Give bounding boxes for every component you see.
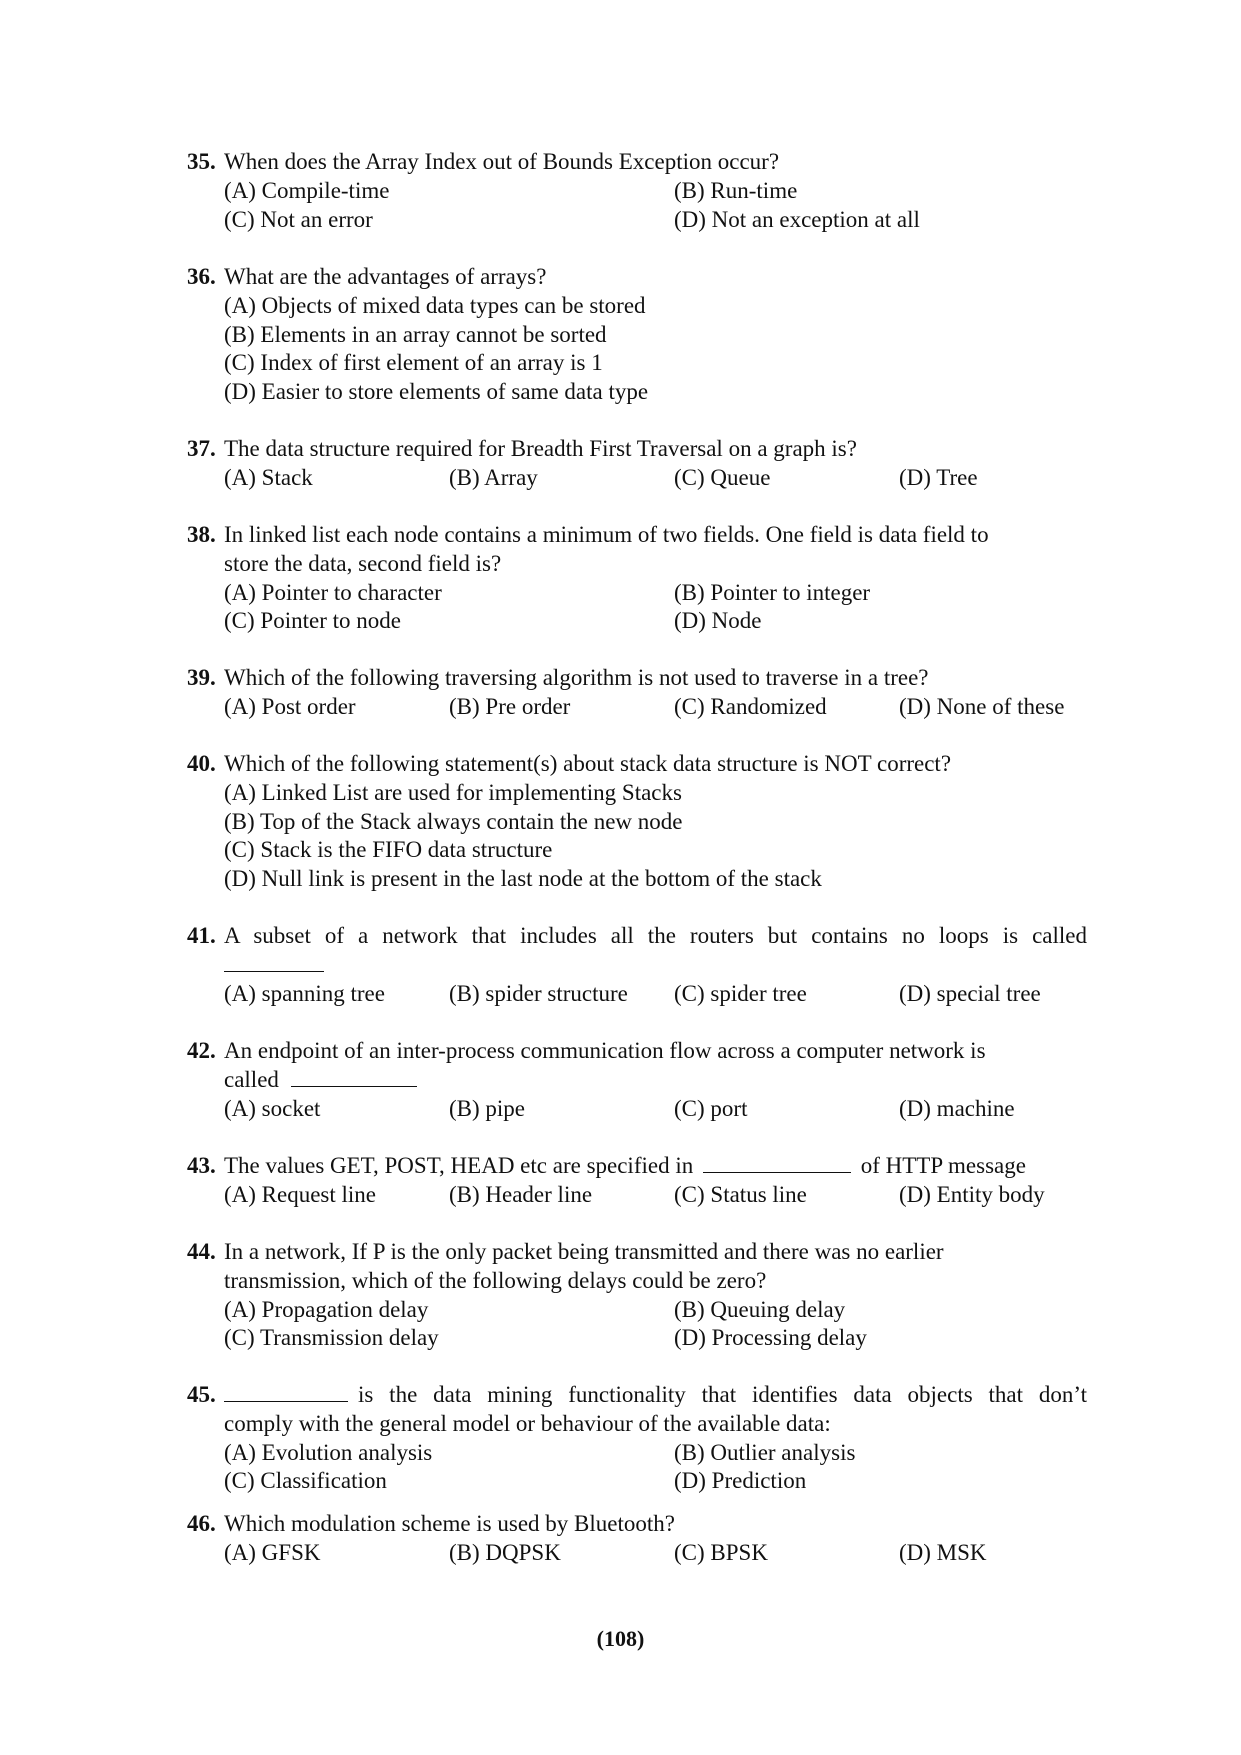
question-text-called: called — [224, 1066, 279, 1092]
option-b: (B) Array — [449, 464, 538, 490]
option-a: (A) Linked List are used for implementing Stacks — [224, 779, 682, 805]
option-b: (B) Elements in an array cannot be sorted — [224, 321, 607, 347]
question-text: Which of the following statement(s) about stack data structure is NOT correct? — [224, 751, 952, 776]
question-text-line-1: In a network, If P is the only packet being transmitted and there was no earlier — [224, 1239, 944, 1264]
option-a: (A) socket — [224, 1095, 321, 1121]
question-37 — [187, 435, 1087, 493]
option-a: (A) Propagation delay — [224, 1296, 429, 1322]
question-text-line-2 — [187, 1066, 1087, 1095]
question-text-line-2: store the data, second field is? — [224, 550, 502, 576]
question-text-line-2: transmission, which of the following delays could be zero? — [224, 1267, 767, 1293]
option-c: (C) Pointer to node — [224, 608, 401, 634]
option-c: (C) spider tree — [674, 980, 807, 1006]
question-text: Which of the following traversing algorithm is not used to traverse in a tree? — [224, 665, 929, 690]
option-c: (C) BPSK — [674, 1539, 768, 1565]
question-text-line-1: In linked list each node contains a minimum of two fields. One field is data field to — [224, 522, 989, 547]
question-number: 38. — [187, 522, 216, 547]
option-b: (B) spider structure — [449, 980, 628, 1006]
question-41 — [187, 922, 1087, 1008]
option-d: (D) None of these — [899, 693, 1065, 719]
option-b: (B) Queuing delay — [674, 1296, 846, 1322]
option-b: (B) DQPSK — [449, 1539, 561, 1565]
question-number: 45. — [187, 1382, 216, 1407]
option-b: (B) Run-time — [674, 177, 798, 203]
question-text-after-blank: is the data mining functionality that identifies data objects that don’t — [358, 1382, 1087, 1407]
question-number: 43. — [187, 1153, 216, 1178]
answer-blank — [224, 1381, 348, 1402]
option-a: (A) Compile-time — [224, 177, 390, 203]
option-c: (C) Status line — [674, 1181, 807, 1207]
question-number: 42. — [187, 1038, 216, 1063]
option-c: (C) Transmission delay — [224, 1325, 439, 1351]
option-a: (A) Stack — [224, 464, 313, 490]
option-d: (D) Entity body — [899, 1181, 1045, 1207]
question-39 — [187, 664, 1087, 722]
option-a: (A) Post order — [224, 693, 356, 719]
question-text-line-2: comply with the general model or behaviour of the available data: — [224, 1410, 831, 1436]
question-number: 44. — [187, 1239, 216, 1264]
question-text: A subset of a network that includes all the routers but contains no loops is called — [224, 923, 1087, 948]
option-b: (B) Pre order — [449, 693, 571, 719]
question-text-after-blank: of HTTP message — [860, 1153, 1026, 1178]
question-44 — [187, 1238, 1087, 1353]
question-42 — [187, 1037, 1087, 1123]
question-number: 39. — [187, 665, 216, 690]
question-number: 41. — [187, 923, 216, 948]
option-b: (B) Header line — [449, 1181, 593, 1207]
question-number: 37. — [187, 436, 216, 461]
option-c: (C) Queue — [674, 464, 771, 490]
option-d: (D) Node — [674, 608, 762, 634]
option-c: (C) port — [674, 1095, 748, 1121]
question-number: 46. — [187, 1511, 216, 1536]
question-46 — [187, 1510, 1087, 1568]
question-number: 40. — [187, 751, 216, 776]
option-b: (B) Top of the Stack always contain the new node — [224, 808, 683, 834]
question-text — [224, 1152, 1087, 1181]
option-d: (D) Null link is present in the last node at the bottom of the stack — [224, 866, 822, 892]
option-b: (B) Outlier analysis — [674, 1439, 856, 1465]
question-text: The data structure required for Breadth First Traversal on a graph is? — [224, 436, 857, 461]
option-d: (D) Processing delay — [674, 1325, 867, 1351]
answer-blank-line — [187, 951, 1087, 980]
question-36 — [187, 263, 1087, 407]
question-45 — [187, 1381, 1087, 1496]
option-b: (B) Pointer to integer — [674, 579, 871, 605]
option-a: (A) GFSK — [224, 1539, 321, 1565]
answer-blank — [703, 1152, 851, 1173]
question-43 — [187, 1152, 1087, 1210]
option-a: (A) spanning tree — [224, 980, 385, 1006]
question-number: 35. — [187, 149, 216, 174]
option-c: (C) Not an error — [224, 206, 373, 232]
answer-blank — [224, 951, 324, 972]
option-d: (D) Easier to store elements of same data type — [224, 379, 649, 405]
question-38 — [187, 521, 1087, 636]
option-c: (C) Stack is the FIFO data structure — [224, 837, 553, 863]
option-d: (D) special tree — [899, 980, 1041, 1006]
option-d: (D) Tree — [899, 464, 978, 490]
option-d: (D) Not an exception at all — [674, 206, 920, 232]
question-number: 36. — [187, 264, 216, 289]
option-a: (A) Objects of mixed data types can be stored — [224, 292, 646, 318]
question-text: Which modulation scheme is used by Bluetooth? — [224, 1511, 675, 1536]
option-d: (D) Prediction — [674, 1468, 807, 1494]
question-40 — [187, 750, 1087, 894]
option-d: (D) machine — [899, 1095, 1015, 1121]
option-a: (A) Evolution analysis — [224, 1439, 433, 1465]
option-c: (C) Classification — [224, 1468, 387, 1494]
option-c: (C) Randomized — [674, 693, 827, 719]
option-a: (A) Pointer to character — [224, 579, 442, 605]
option-c: (C) Index of first element of an array is 1 — [224, 350, 603, 376]
option-b: (B) pipe — [449, 1095, 526, 1121]
page-number: (108) — [596, 1626, 645, 1651]
option-a: (A) Request line — [224, 1181, 377, 1207]
question-text: When does the Array Index out of Bounds Exception occur? — [224, 149, 780, 174]
question-text-line-1 — [224, 1381, 1087, 1410]
question-text-line-1: An endpoint of an inter-process communication flow across a computer network is — [224, 1038, 986, 1063]
question-35 — [187, 148, 1087, 234]
answer-blank — [291, 1066, 417, 1087]
question-text-before-blank: The values GET, POST, HEAD etc are specified in — [224, 1153, 694, 1178]
question-text: What are the advantages of arrays? — [224, 264, 547, 289]
option-d: (D) MSK — [899, 1539, 987, 1565]
